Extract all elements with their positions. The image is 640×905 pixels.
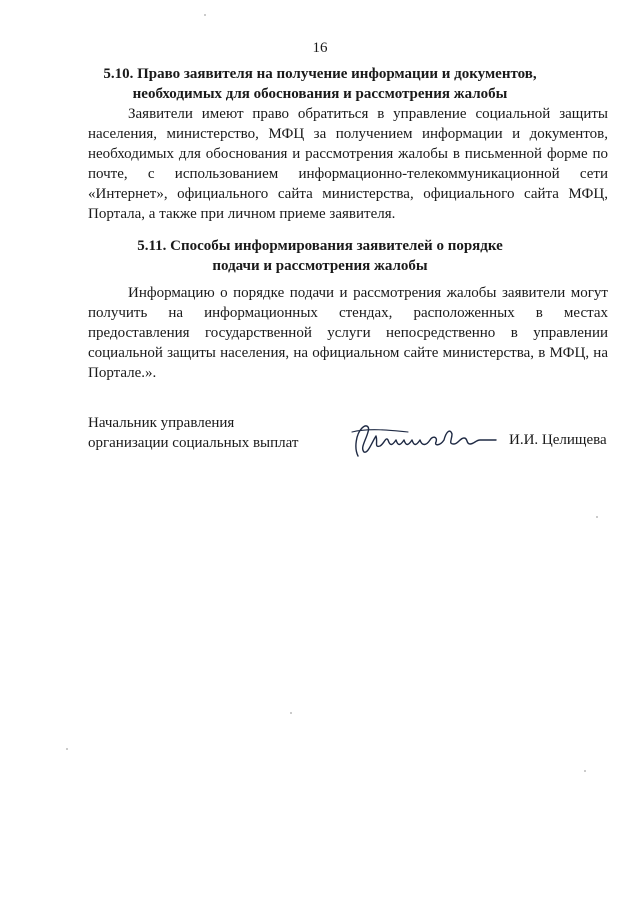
signatory-position-line2: организации социальных выплат — [88, 435, 299, 451]
signatory-name: И.И. Целищева — [509, 432, 607, 448]
signatory-position — [88, 413, 298, 453]
scan-speck — [66, 748, 68, 750]
section-5-10-heading-line1: 5.10. Право заявителя на получение информации и документов, — [103, 66, 537, 82]
section-5-11-heading-line1: 5.11. Способы информирования заявителей о порядке — [137, 238, 503, 254]
scan-speck — [584, 770, 586, 772]
section-5-11-paragraph: Информацию о порядке подачи и рассмотрения жалобы заявители могут получить на информационных стендах, расположенных в местах предоставления государственной услуги непосредственно в управлении социальной защиты населения, на официальном сайте министерства, в МФЦ, на Портале.». — [88, 285, 608, 381]
scan-speck — [204, 14, 206, 16]
page-number: 16 — [312, 40, 328, 56]
section-5-10-heading-line2: необходимых для обоснования и рассмотрения жалобы — [132, 86, 508, 102]
section-5-11-heading — [80, 236, 560, 276]
handwritten-signature — [348, 418, 500, 462]
section-5-10-heading — [80, 64, 560, 104]
section-5-10-paragraph: Заявители имеют право обратиться в управление социальной защиты населения, министерство, МФЦ за получением информации и документов, необходимых для обоснования и рассмотрения жалобы в письменной форме по почте, с использованием информационно-телекоммуникационной сети «Интернет», официального сайта министерства, официального сайта МФЦ, Портала, а также при личном приеме заявителя. — [88, 106, 608, 222]
section-5-11-heading-line2: подачи и рассмотрения жалобы — [212, 258, 428, 274]
signatory-position-line1: Начальник управления — [88, 415, 235, 431]
scan-speck — [596, 516, 598, 518]
scan-speck — [290, 712, 292, 714]
